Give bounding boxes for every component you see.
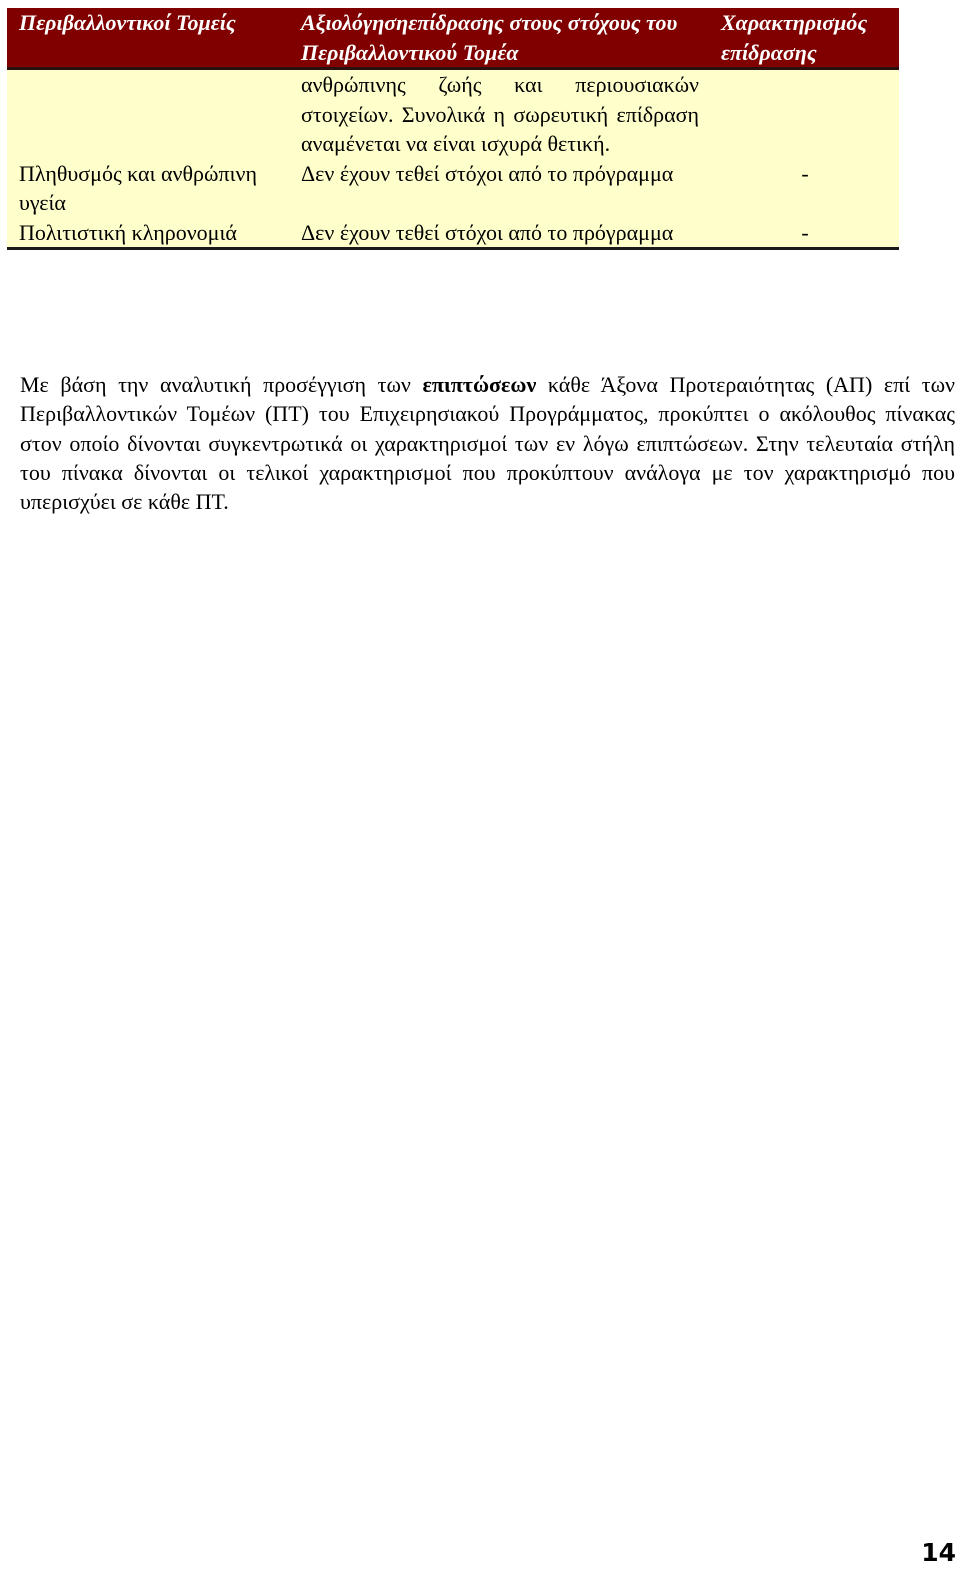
sector-cell: Πολιτιστική κληρονομιά <box>7 218 291 249</box>
table-row <box>7 69 899 159</box>
sector-cell: Πληθυσμός και ανθρώπινη υγεία <box>7 159 291 218</box>
rating-cell: - <box>711 218 899 249</box>
header-impact-assessment: Αξιολόγησηεπίδρασης στους στόχους του Περιβαλλοντικού Τομέα <box>291 8 711 69</box>
assessment-cell: Δεν έχουν τεθεί στόχοι από το πρόγραμμα <box>291 159 711 218</box>
impact-table-container <box>7 8 899 250</box>
header-impact-rating: Χαρακτηρισμός επίδρασης <box>711 8 899 69</box>
table-row <box>7 218 899 249</box>
paragraph-bold-term: επιπτώσεων <box>422 372 537 397</box>
paragraph-text-start: Με βάση την αναλυτική προσέγγιση των <box>20 372 423 397</box>
assessment-cell: ανθρώπινης ζωής και περιουσιακών στοιχείων. Συνολικά η σωρευτική επίδραση αναμένεται να είναι ισχυρά θετική. <box>291 69 711 159</box>
rating-cell <box>711 69 899 159</box>
table-header-row <box>7 8 899 69</box>
sector-cell <box>7 69 291 159</box>
table-row <box>7 159 899 218</box>
summary-paragraph <box>20 370 955 516</box>
rating-cell: - <box>711 159 899 218</box>
impact-assessment-table <box>7 8 899 250</box>
header-environmental-sectors: Περιβαλλοντικοί Τομείς <box>7 8 291 69</box>
page-number: 14 <box>921 1538 956 1567</box>
assessment-cell: Δεν έχουν τεθεί στόχοι από το πρόγραμμα <box>291 218 711 249</box>
paragraph-text-end: κάθε Άξονα Προτεραιότητας (ΑΠ) επί των Περιβαλλοντικών Τομέων (ΠΤ) του Επιχειρησιακού Προγράμματος, προκύπτει ο ακόλουθος πίνακας στον οποίο δίνονται συγκεντρωτικά οι χαρακτηρισμοί των εν λόγω επιπτώσεων. Στην τελευταία στήλη του πίνακα δίνονται οι τελικοί χαρακτηρισμοί που προκύπτουν ανάλογα με τον χαρακτηρισμό που υπερισχύει σε κάθε ΠΤ. <box>20 372 956 515</box>
